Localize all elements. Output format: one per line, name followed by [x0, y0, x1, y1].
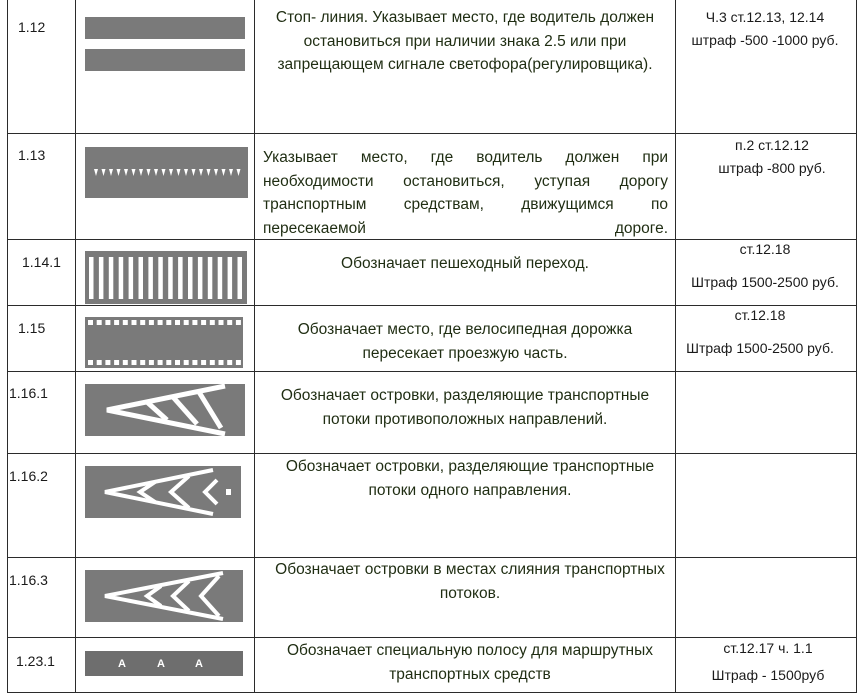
row-divider	[7, 453, 857, 454]
penalty-info	[672, 304, 848, 360]
table-border-right	[856, 0, 857, 693]
give-way-line-marking-image	[85, 147, 248, 198]
penalty-line: Ч.3 ст.12.13, 12.14	[705, 9, 825, 25]
marking-number: 1.13	[18, 147, 46, 163]
bus-lane-marking-image	[85, 651, 243, 676]
marking-description: Обозначает островки, разделяющие транспортные потоки противоположных направлений.	[280, 387, 650, 428]
island-opposite-marking-image	[85, 384, 245, 436]
marking-number: 1.14.1	[22, 254, 61, 270]
marking-description: Обозначает островки в местах слияния транспортных потоков.	[275, 561, 665, 602]
island-merge-marking-image	[85, 570, 243, 622]
marking-number: 1.12	[18, 19, 46, 35]
column-divider	[75, 0, 76, 693]
cycle-crossing-marking-image	[85, 317, 243, 368]
marking-number: 1.23.1	[16, 653, 55, 669]
marking-number: 1.16.2	[9, 468, 48, 484]
row-divider	[7, 371, 857, 372]
bus-lane-letter: А	[157, 658, 165, 670]
penalty-line	[672, 327, 848, 337]
marking-description: Стоп- линия. Указывает место, где водитель должен остановиться при наличии знака 2.5 или при запрещающем сигнале светофора(регулировщика).	[275, 9, 655, 73]
bus-lane-letter: А	[195, 658, 203, 670]
marking-number: 1.15	[18, 320, 46, 336]
penalty-line: штраф -800 руб.	[718, 160, 826, 176]
penalty-info	[677, 6, 853, 52]
penalty-line: ст.12.18	[734, 307, 786, 323]
marking-number: 1.16.3	[9, 572, 48, 588]
marking-description: Указывает место, где водитель должен при необходимости остановиться, уступая дорогу транспортным средствам, движущимся по пересекаемой дороге.	[263, 149, 668, 237]
penalty-line	[677, 261, 853, 271]
penalty-line: штраф -500 -1000 руб.	[691, 32, 839, 48]
island-same-marking-image	[85, 466, 241, 518]
penalty-info	[677, 134, 864, 180]
column-divider	[254, 0, 255, 693]
marking-description: Обозначает специальную полосу для маршрутных транспортных средств	[287, 642, 653, 683]
penalty-line: ст.12.17 ч. 1.1	[723, 640, 813, 656]
stop-line-marking-image	[85, 17, 245, 71]
marking-number: 1.16.1	[9, 385, 48, 401]
table-border-left	[7, 0, 8, 693]
bus-lane-letter: А	[118, 658, 126, 670]
penalty-line: Штраф 1500-2500 руб.	[691, 274, 839, 290]
penalty-info	[677, 238, 853, 294]
penalty-line: Штраф 1500-2500 руб.	[686, 340, 834, 356]
penalty-line: ст.12.18	[739, 241, 791, 257]
penalty-line: п.2 ст.12.12	[735, 137, 809, 153]
penalty-info	[677, 637, 859, 687]
marking-description: Обозначает место, где велосипедная дорожка пересекает проезжую часть.	[297, 321, 633, 362]
zebra-crossing-marking-image	[85, 251, 247, 304]
marking-description: Обозначает пешеходный переход.	[341, 255, 589, 272]
marking-description: Обозначает островки, разделяющие транспортные потоки одного направления.	[285, 458, 655, 499]
penalty-line: Штраф - 1500руб	[711, 667, 825, 683]
table-border-bottom	[7, 692, 857, 693]
